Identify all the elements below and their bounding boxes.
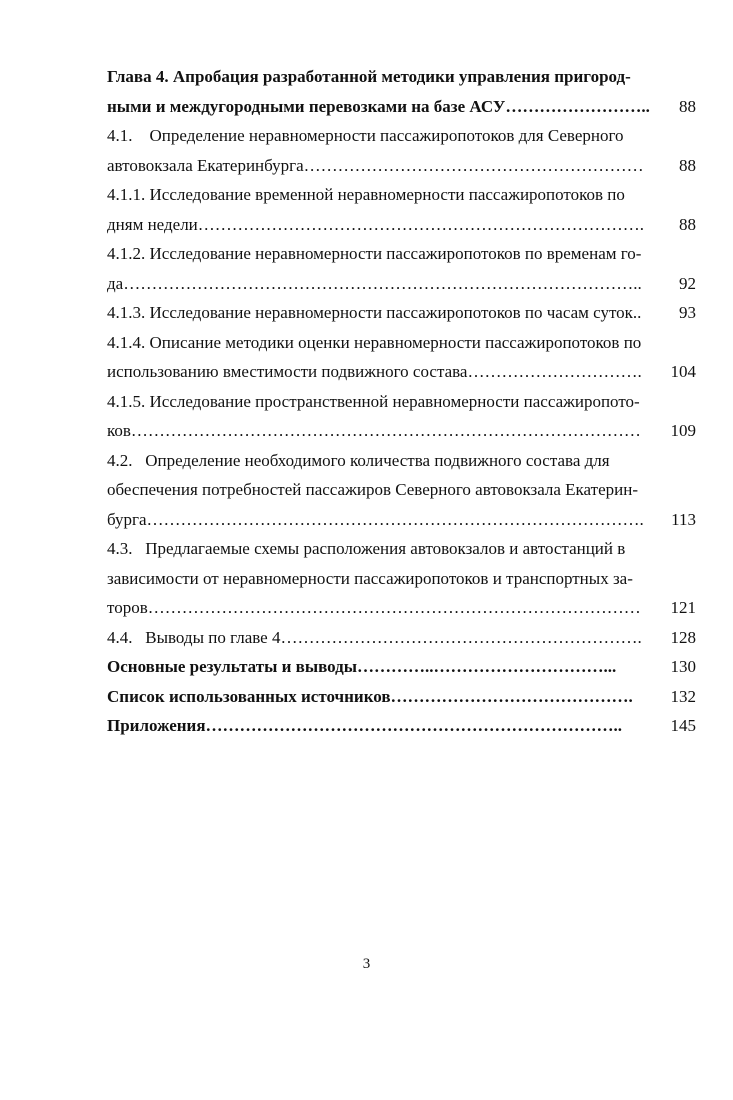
toc-entry-last-line: [107, 505, 696, 535]
toc-entry-text-line: обеспечения потребностей пассажиров Северного автовокзала Екатерин-: [107, 480, 638, 499]
toc-entry-last-line: [107, 623, 696, 653]
toc-entry-page-number: 88: [679, 96, 696, 116]
toc-entry-page-number: 88: [679, 214, 696, 234]
toc-entry-last-line: [107, 711, 696, 741]
toc-entry-text-line: дням недели…………………………………………………………………….: [107, 214, 645, 234]
toc-entry-text-line: 4.1.5. Исследование пространственной неравномерности пассажиропото-: [107, 391, 640, 411]
toc-entry: [107, 387, 696, 446]
toc-entry-text-line: 4.1.1. Исследование временной неравномерности пассажиропотоков по: [107, 185, 625, 204]
toc-entry-text-line: да………………………………………………………………………………..: [107, 273, 642, 293]
toc-entry-text-line: 4.1.4. Описание методики оценки неравномерности пассажиропотоков по: [107, 332, 642, 352]
toc-entry: [107, 652, 696, 682]
toc-entry-page-number: 113: [671, 509, 696, 529]
toc-entry-last-line: [107, 92, 696, 122]
toc-entry-last-line: [107, 652, 696, 682]
toc-entry-page-number: 93: [679, 303, 696, 322]
toc-entry-text-line: Приложения………………………………………………………………..: [107, 716, 623, 735]
toc-entry: [107, 239, 696, 298]
toc-entry-text-line: Основные результаты и выводы…………..…………………………...: [107, 657, 617, 676]
toc-entry-text-line: Глава 4. Апробация разработанной методики управления пригород-: [107, 67, 631, 86]
toc-entry-last-line: [107, 210, 696, 240]
toc-entry-page-number: 130: [670, 657, 696, 676]
toc-entry-text-line: 4.4. Выводы по главе 4……………………………………………………….: [107, 627, 642, 647]
toc-entry-text-line: бурга…………………………………………………………………………….: [107, 509, 644, 529]
toc-entry-text-line: 4.1.2. Исследование неравномерности пассажиропотоков по временам го-: [107, 244, 642, 263]
toc-entry: [107, 298, 696, 328]
toc-entry-page-number: 145: [670, 716, 696, 735]
table-of-contents: [107, 62, 696, 741]
toc-entry-last-line: [107, 298, 696, 328]
toc-entry-text-line: 4.1. Определение неравномерности пассажиропотоков для Северного: [107, 126, 624, 145]
toc-entry-last-line: [107, 269, 696, 299]
toc-entry-page-number: 104: [670, 362, 696, 381]
toc-entry-text-line: 4.3. Предлагаемые схемы расположения автовокзалов и автостанций в: [107, 539, 626, 558]
toc-entry-text-line: ков………………………………………………………………………………: [107, 421, 641, 440]
toc-entry: [107, 623, 696, 653]
toc-entry-text-line: автовокзала Екатеринбурга……………………………………………………: [107, 155, 644, 175]
toc-entry-last-line: [107, 416, 696, 446]
toc-entry-last-line: [107, 151, 696, 181]
toc-entry-text-line: 4.2. Определение необходимого количества подвижного состава для: [107, 450, 610, 470]
toc-entry-page-number: 109: [670, 421, 696, 440]
toc-entry: [107, 62, 696, 121]
toc-entry: [107, 682, 696, 712]
toc-entry: [107, 534, 696, 623]
toc-entry: [107, 121, 696, 180]
toc-entry-text-line: использованию вместимости подвижного состава………………………….: [107, 362, 642, 381]
toc-entry-last-line: [107, 593, 696, 623]
toc-entry-page-number: 128: [670, 627, 696, 647]
toc-entry-text-line: Список использованных источников…………………………………….: [107, 686, 633, 706]
toc-entry-page-number: 88: [679, 155, 696, 175]
toc-entry-text-line: зависимости от неравномерности пассажиропотоков и транспортных за-: [107, 568, 633, 588]
toc-entry-text-line: торов……………………………………………………………………………: [107, 598, 641, 617]
toc-entry: [107, 180, 696, 239]
toc-entry: [107, 711, 696, 741]
toc-entry-last-line: [107, 682, 696, 712]
toc-entry-page-number: 121: [670, 598, 696, 617]
page-number: 3: [362, 956, 371, 972]
toc-entry-last-line: [107, 357, 696, 387]
toc-entry-text-line: 4.1.3. Исследование неравномерности пассажиропотоков по часам суток..: [107, 303, 642, 322]
toc-entry-page-number: 92: [679, 273, 696, 293]
toc-entry: [107, 328, 696, 387]
toc-entry: [107, 446, 696, 535]
toc-entry-text-line: ными и междугородными перевозками на базе АСУ……………………..: [107, 96, 650, 116]
toc-entry-page-number: 132: [670, 686, 696, 706]
